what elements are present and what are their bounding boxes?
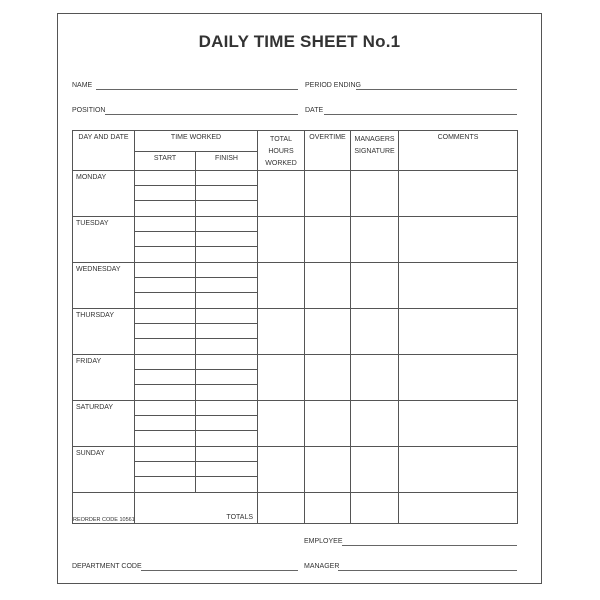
header-time-worked: TIME WORKED — [135, 131, 258, 152]
finish-time-cell[interactable] — [196, 355, 258, 370]
start-time-cell[interactable] — [135, 293, 196, 309]
finish-time-cell[interactable] — [196, 232, 258, 247]
manager-signature-field[interactable] — [338, 570, 517, 571]
day-label: FRIDAY — [73, 355, 135, 401]
position-field[interactable] — [105, 114, 298, 115]
name-label: NAME — [72, 82, 93, 89]
managers-signature-cell[interactable] — [351, 447, 399, 493]
finish-time-cell[interactable] — [196, 186, 258, 201]
overtime-cell[interactable] — [305, 401, 351, 447]
employee-signature-field[interactable] — [342, 545, 517, 546]
finish-time-cell[interactable] — [196, 447, 258, 462]
header-managers-signature — [351, 131, 399, 171]
total-hours-cell[interactable] — [258, 263, 305, 309]
total-hours-cell[interactable] — [258, 217, 305, 263]
comments-cell[interactable] — [399, 401, 518, 447]
time-table — [72, 130, 518, 524]
table-row — [73, 309, 518, 324]
start-time-cell[interactable] — [135, 416, 196, 431]
comments-cell[interactable] — [399, 217, 518, 263]
comments-total-cell[interactable] — [399, 493, 518, 524]
table-row — [73, 217, 518, 232]
total-hours-cell[interactable] — [258, 355, 305, 401]
start-time-cell[interactable] — [135, 217, 196, 232]
header-comments: COMMENTS — [399, 131, 518, 171]
totals-label: TOTALS — [135, 493, 258, 524]
finish-time-cell[interactable] — [196, 201, 258, 217]
name-field[interactable] — [96, 89, 298, 90]
header-start: START — [135, 151, 196, 170]
header-total-hours-line2: WORKED — [265, 160, 297, 167]
employee-label: EMPLOYEE — [304, 538, 343, 545]
start-time-cell[interactable] — [135, 355, 196, 370]
managers-signature-cell[interactable] — [351, 309, 399, 355]
start-time-cell[interactable] — [135, 201, 196, 217]
period-ending-label: PERIOD ENDING — [305, 82, 362, 89]
header-managers-line2: SIGNATURE — [354, 148, 395, 155]
comments-cell[interactable] — [399, 447, 518, 493]
total-hours-cell[interactable] — [258, 171, 305, 217]
overtime-cell[interactable] — [305, 447, 351, 493]
finish-time-cell[interactable] — [196, 309, 258, 324]
start-time-cell[interactable] — [135, 232, 196, 247]
finish-time-cell[interactable] — [196, 462, 258, 477]
total-hours-cell[interactable] — [258, 309, 305, 355]
header-total-hours-line1: TOTAL HOURS — [268, 136, 294, 155]
day-label: THURSDAY — [73, 309, 135, 355]
start-time-cell[interactable] — [135, 401, 196, 416]
department-code-label: DEPARTMENT CODE — [72, 563, 142, 570]
start-time-cell[interactable] — [135, 462, 196, 477]
comments-cell[interactable] — [399, 309, 518, 355]
finish-time-cell[interactable] — [196, 278, 258, 293]
table-row — [73, 401, 518, 416]
header-overtime: OVERTIME — [305, 131, 351, 171]
header-finish: FINISH — [196, 151, 258, 170]
finish-time-cell[interactable] — [196, 324, 258, 339]
start-time-cell[interactable] — [135, 447, 196, 462]
header-day-and-date: DAY AND DATE — [73, 131, 135, 171]
start-time-cell[interactable] — [135, 186, 196, 201]
form-title: DAILY TIME SHEET No.1 — [198, 32, 401, 51]
overtime-total-cell[interactable] — [305, 493, 351, 524]
overtime-cell[interactable] — [305, 355, 351, 401]
reorder-code: REORDER CODE 10561 — [73, 517, 135, 523]
comments-cell[interactable] — [399, 263, 518, 309]
date-label: DATE — [305, 107, 324, 114]
finish-time-cell[interactable] — [196, 339, 258, 355]
finish-time-cell[interactable] — [196, 416, 258, 431]
finish-time-cell[interactable] — [196, 171, 258, 186]
managers-total-cell[interactable] — [351, 493, 399, 524]
comments-cell[interactable] — [399, 171, 518, 217]
finish-time-cell[interactable] — [196, 385, 258, 401]
managers-signature-cell[interactable] — [351, 401, 399, 447]
finish-time-cell[interactable] — [196, 217, 258, 232]
start-time-cell[interactable] — [135, 385, 196, 401]
table-row — [73, 447, 518, 462]
start-time-cell[interactable] — [135, 339, 196, 355]
start-time-cell[interactable] — [135, 247, 196, 263]
overtime-cell[interactable] — [305, 217, 351, 263]
managers-signature-cell[interactable] — [351, 263, 399, 309]
managers-signature-cell[interactable] — [351, 355, 399, 401]
department-code-field[interactable] — [141, 570, 298, 571]
overtime-cell[interactable] — [305, 171, 351, 217]
total-hours-total-cell[interactable] — [258, 493, 305, 524]
start-time-cell[interactable] — [135, 431, 196, 447]
table-row — [73, 171, 518, 186]
day-label: WEDNESDAY — [73, 263, 135, 309]
start-time-cell[interactable] — [135, 309, 196, 324]
total-hours-cell[interactable] — [258, 447, 305, 493]
manager-label: MANAGER — [304, 563, 340, 570]
header-total-hours — [258, 131, 305, 171]
finish-time-cell[interactable] — [196, 477, 258, 493]
finish-time-cell[interactable] — [196, 401, 258, 416]
overtime-cell[interactable] — [305, 263, 351, 309]
finish-time-cell[interactable] — [196, 293, 258, 309]
overtime-cell[interactable] — [305, 309, 351, 355]
start-time-cell[interactable] — [135, 370, 196, 385]
finish-time-cell[interactable] — [196, 247, 258, 263]
start-time-cell[interactable] — [135, 324, 196, 339]
start-time-cell[interactable] — [135, 171, 196, 186]
finish-time-cell[interactable] — [196, 431, 258, 447]
finish-time-cell[interactable] — [196, 263, 258, 278]
start-time-cell[interactable] — [135, 263, 196, 278]
table-row — [73, 263, 518, 278]
start-time-cell[interactable] — [135, 477, 196, 493]
date-field[interactable] — [324, 114, 517, 115]
day-label: SUNDAY — [73, 447, 135, 493]
finish-time-cell[interactable] — [196, 370, 258, 385]
start-time-cell[interactable] — [135, 278, 196, 293]
day-label: TUESDAY — [73, 217, 135, 263]
managers-signature-cell[interactable] — [351, 217, 399, 263]
day-label: SATURDAY — [73, 401, 135, 447]
position-label: POSITION — [72, 107, 106, 114]
table-row — [73, 355, 518, 370]
day-label: MONDAY — [73, 171, 135, 217]
managers-signature-cell[interactable] — [351, 171, 399, 217]
total-hours-cell[interactable] — [258, 401, 305, 447]
comments-cell[interactable] — [399, 355, 518, 401]
totals-row — [73, 493, 518, 524]
header-managers-line1: MANAGERS — [354, 136, 395, 143]
time-sheet-form — [57, 13, 542, 584]
period-ending-field[interactable] — [356, 89, 517, 90]
